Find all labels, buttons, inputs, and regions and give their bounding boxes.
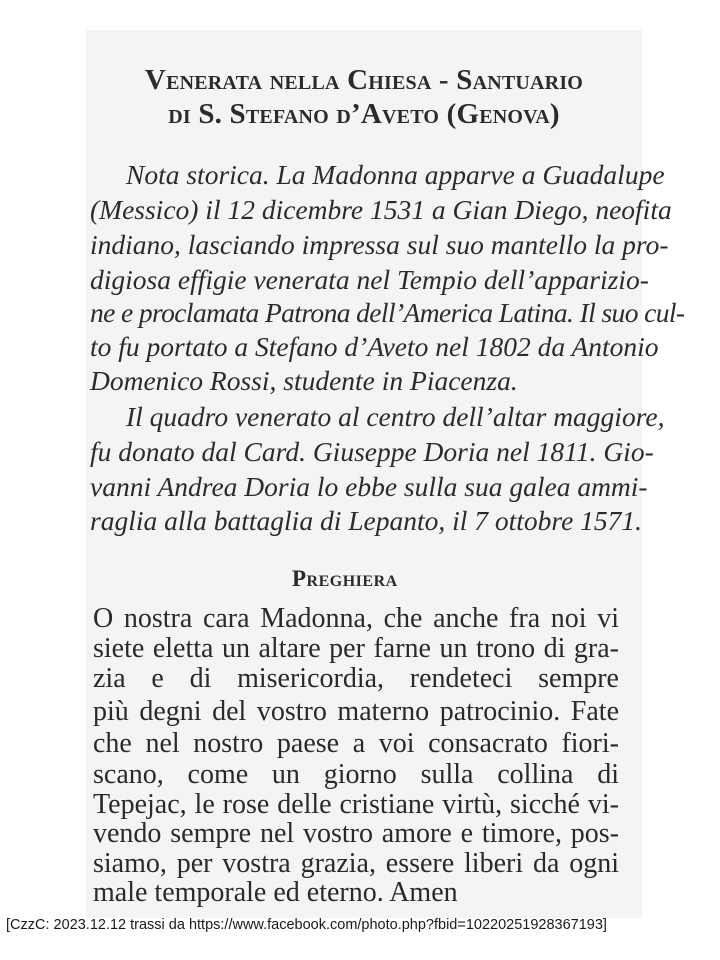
note-line: vanni Andrea Doria lo ebbe sulla sua galea ammi- <box>90 471 648 502</box>
prayer-heading: Preghiera <box>292 566 398 591</box>
card-title-line-2: di S. Stefano d’Aveto (Genova) <box>168 98 560 130</box>
prayer-line: Tepejac, le rose delle cristiane virtù, sicché vi- <box>93 789 619 820</box>
note-line: (Messico) il 12 dicembre 1531 a Gian Diego, neofita <box>90 194 672 225</box>
note-line: raglia alla battaglia di Lepanto, il 7 ottobre 1571. <box>90 505 643 536</box>
prayer-line: siamo, per vostra grazia, essere liberi da ogni <box>93 848 619 879</box>
note-line: Il quadro venerato al centro dell’altar maggiore, <box>126 401 665 432</box>
note-line: Domenico Rossi, studente in Piacenza. <box>90 365 518 396</box>
note-line: indiano, lasciando impressa sul suo mantello la pro- <box>90 229 669 260</box>
note-line: Nota storica. La Madonna apparve a Guadalupe <box>126 159 665 190</box>
note-line: fu donato dal Card. Giuseppe Doria nel 1811. Gio- <box>90 436 654 467</box>
prayer-line: vendo sempre nel vostro amore e timore, pos- <box>93 818 619 849</box>
note-line: digiosa effigie venerata nel Tempio dell’apparizio- <box>90 264 649 295</box>
prayer-line: scano, come un giorno sulla collina di <box>93 759 619 790</box>
note-line: ne e proclamata Patrona dell’America Latina. Il suo cul- <box>90 297 685 328</box>
note-line: to fu portato a Stefano d’Aveto nel 1802 da Antonio <box>90 331 659 362</box>
prayer-line: male temporale ed eterno. Amen <box>93 877 458 908</box>
card-title-line-1: Venerata nella Chiesa - Santuario <box>144 64 584 96</box>
prayer-line: siete eletta un altare per farne un trono di gra- <box>93 633 619 664</box>
prayer-line: più degni del vostro materno patrocinio. Fate <box>93 696 619 727</box>
prayer-line: zia e di misericordia, rendeteci sempre <box>93 663 619 694</box>
source-caption: [CzzC: 2023.12.12 trassi da https://www.facebook.com/photo.php?fbid=10220251928367193] <box>6 917 607 933</box>
prayer-line: O nostra cara Madonna, che anche fra noi vi <box>93 603 619 634</box>
prayer-line: che nel nostro paese a voi consacrato fiori- <box>93 728 619 759</box>
